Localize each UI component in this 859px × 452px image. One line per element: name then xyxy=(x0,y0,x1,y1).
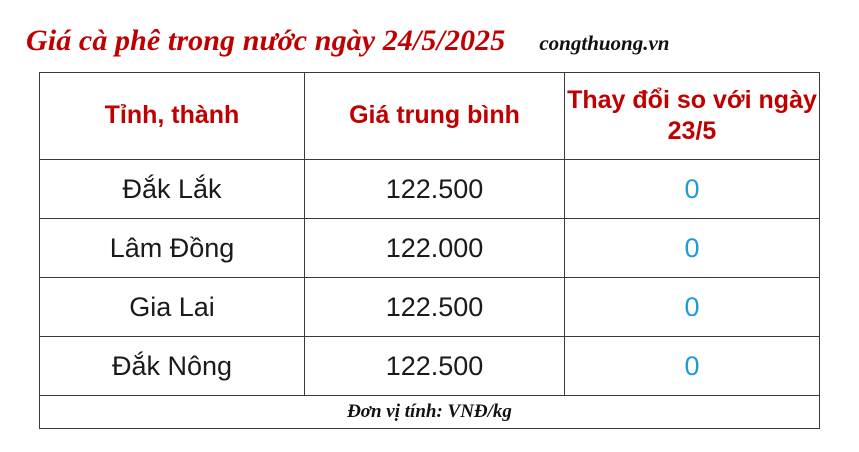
column-header-change: Thay đổi so với ngày 23/5 xyxy=(565,73,820,160)
cell-province: Gia Lai xyxy=(40,278,305,337)
coffee-price-table xyxy=(39,72,820,429)
cell-province: Đắk Lắk xyxy=(40,160,305,219)
cell-price: 122.500 xyxy=(305,160,565,219)
cell-change: 0 xyxy=(565,219,820,278)
table-header-row xyxy=(40,73,820,160)
cell-price: 122.500 xyxy=(305,337,565,396)
cell-price: 122.000 xyxy=(305,219,565,278)
table-row xyxy=(40,160,820,219)
cell-province: Lâm Đồng xyxy=(40,219,305,278)
table-row xyxy=(40,278,820,337)
table-footer-row xyxy=(40,396,820,429)
unit-note: Đơn vị tính: VNĐ/kg xyxy=(40,396,820,429)
table-body xyxy=(40,160,820,396)
cell-province: Đắk Nông xyxy=(40,337,305,396)
column-header-province: Tỉnh, thành xyxy=(40,73,305,160)
table-row xyxy=(40,219,820,278)
cell-change: 0 xyxy=(565,337,820,396)
cell-change: 0 xyxy=(565,278,820,337)
table-header xyxy=(40,73,820,160)
table-row xyxy=(40,337,820,396)
page-title: Giá cà phê trong nước ngày 24/5/2025 xyxy=(26,24,506,57)
cell-change: 0 xyxy=(565,160,820,219)
source-watermark: congthuong.vn xyxy=(539,31,670,55)
cell-price: 122.500 xyxy=(305,278,565,337)
document-header xyxy=(26,0,833,58)
table-footer xyxy=(40,396,820,429)
column-header-average-price: Giá trung bình xyxy=(305,73,565,160)
